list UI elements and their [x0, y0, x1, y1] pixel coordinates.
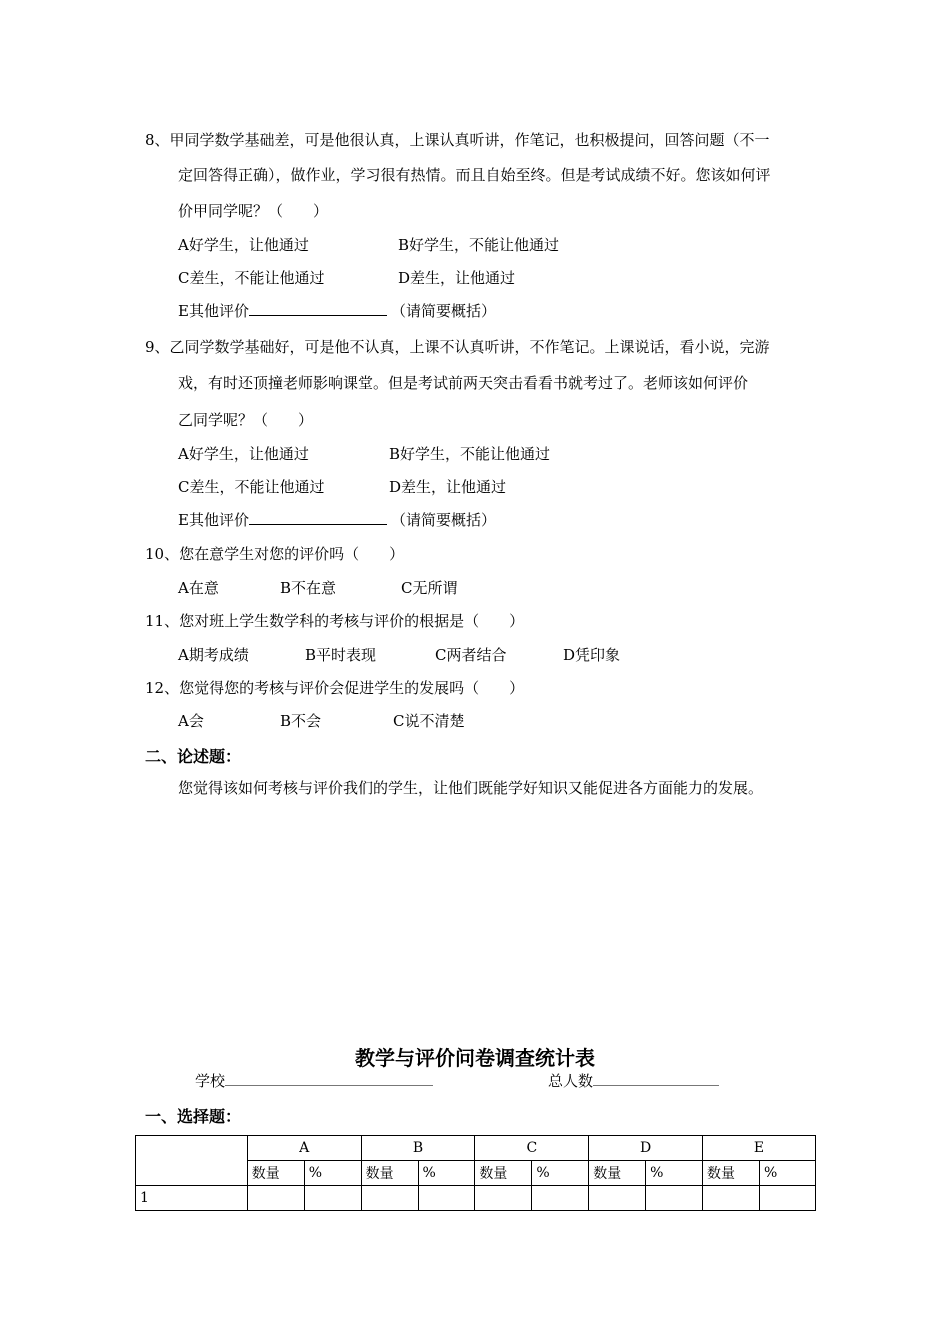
- q8-option-e-note: （请简要概括）: [390, 302, 496, 320]
- total-field[interactable]: [548, 1070, 719, 1091]
- q8-option-e[interactable]: [178, 301, 496, 321]
- q10-option-c[interactable]: C无所谓: [401, 579, 458, 597]
- q8-option-c[interactable]: C差生，不能让他通过: [178, 269, 325, 287]
- total-label: 总人数: [548, 1072, 594, 1090]
- subheader-percent: %: [532, 1161, 589, 1186]
- stats-title: 教学与评价问卷调查统计表: [355, 1046, 595, 1070]
- q9-option-d[interactable]: D差生，让他通过: [389, 478, 507, 496]
- column-header-e: E: [703, 1136, 816, 1161]
- q10-text: 10、您在意学生对您的评价吗（ ）: [145, 545, 405, 563]
- table-cell[interactable]: [646, 1186, 703, 1211]
- q11-option-a[interactable]: A期考成绩: [178, 646, 249, 664]
- q9-option-e-blank[interactable]: [249, 510, 387, 525]
- table-header-row: [136, 1136, 816, 1161]
- column-header-c: C: [475, 1136, 589, 1161]
- table-cell[interactable]: [361, 1186, 418, 1211]
- table-cell[interactable]: [532, 1186, 589, 1211]
- q9-option-a[interactable]: A好学生，让他通过: [178, 445, 309, 463]
- subheader-percent: %: [304, 1161, 361, 1186]
- q9-line-1: 9、乙同学数学基础好，可是他不认真，上课不认真听讲，不作笔记。上课说话，看小说，完游: [145, 338, 770, 356]
- table-cell[interactable]: [475, 1186, 532, 1211]
- subheader-count: 数量: [247, 1161, 304, 1186]
- q9-option-e[interactable]: [178, 510, 496, 530]
- subheader-count: 数量: [361, 1161, 418, 1186]
- q9-option-c[interactable]: C差生，不能让他通过: [178, 478, 325, 496]
- q8-option-e-blank[interactable]: [249, 301, 387, 316]
- table-cell[interactable]: [247, 1186, 304, 1211]
- q12-option-a[interactable]: A会: [178, 712, 204, 730]
- q11-option-c[interactable]: C两者结合: [435, 646, 507, 664]
- subheader-count: 数量: [703, 1161, 760, 1186]
- q11-option-d[interactable]: D凭印象: [563, 646, 621, 664]
- table-corner-cell: [136, 1136, 248, 1186]
- subheader-percent: %: [646, 1161, 703, 1186]
- q10-option-a[interactable]: A在意: [178, 579, 219, 597]
- q8-line-1: 8、甲同学数学基础差，可是他很认真，上课认真听讲，作笔记，也积极提问，回答问题（不一: [145, 131, 770, 149]
- subheader-count: 数量: [589, 1161, 646, 1186]
- choice-section-heading: 一、选择题：: [145, 1107, 242, 1126]
- q9-option-b[interactable]: B好学生，不能让他通过: [389, 445, 551, 463]
- q8-option-a[interactable]: A好学生，让他通过: [178, 236, 309, 254]
- column-header-b: B: [361, 1136, 475, 1161]
- school-field[interactable]: [195, 1070, 433, 1091]
- q11-option-b[interactable]: B平时表现: [305, 646, 377, 664]
- table-cell[interactable]: [304, 1186, 361, 1211]
- q8-option-e-label: E其他评价: [178, 302, 249, 320]
- table-row: [136, 1186, 816, 1211]
- q12-text: 12、您觉得您的考核与评价会促进学生的发展吗（ ）: [145, 679, 525, 697]
- school-label: 学校: [195, 1072, 226, 1090]
- essay-section-heading: 二、论述题：: [145, 747, 242, 766]
- q8-line-3: 价甲同学呢？（ ）: [178, 202, 329, 220]
- q9-line-3: 乙同学呢？（ ）: [178, 411, 314, 429]
- essay-question-text: 您觉得该如何考核与评价我们的学生，让他们既能学好知识又能促进各方面能力的发展。: [178, 779, 764, 797]
- q9-option-e-note: （请简要概括）: [390, 511, 496, 529]
- subheader-percent: %: [418, 1161, 475, 1186]
- q9-line-2: 戏，有时还顶撞老师影响课堂。但是考试前两天突击看看书就考过了。老师该如何评价: [178, 374, 749, 392]
- table-cell[interactable]: [703, 1186, 760, 1211]
- subheader-count: 数量: [475, 1161, 532, 1186]
- q12-option-b[interactable]: B不会: [280, 712, 322, 730]
- q8-option-d[interactable]: D差生，让他通过: [398, 269, 516, 287]
- q10-option-b[interactable]: B不在意: [280, 579, 337, 597]
- school-blank[interactable]: [225, 1071, 433, 1086]
- q9-option-e-label: E其他评价: [178, 511, 249, 529]
- q8-line-2: 定回答得正确），做作业，学习很有热情。而且自始至终。但是考试成绩不好。您该如何评: [178, 166, 771, 184]
- q8-option-b[interactable]: B好学生，不能让他通过: [398, 236, 560, 254]
- total-blank[interactable]: [593, 1071, 719, 1086]
- table-cell[interactable]: [418, 1186, 475, 1211]
- row-label: 1: [136, 1186, 248, 1211]
- table-cell[interactable]: [759, 1186, 815, 1211]
- subheader-percent: %: [759, 1161, 815, 1186]
- q11-text: 11、您对班上学生数学科的考核与评价的根据是（ ）: [145, 612, 525, 630]
- q12-option-c[interactable]: C说不清楚: [393, 712, 465, 730]
- column-header-a: A: [247, 1136, 361, 1161]
- table-cell[interactable]: [589, 1186, 646, 1211]
- stats-table: [135, 1135, 816, 1211]
- column-header-d: D: [589, 1136, 703, 1161]
